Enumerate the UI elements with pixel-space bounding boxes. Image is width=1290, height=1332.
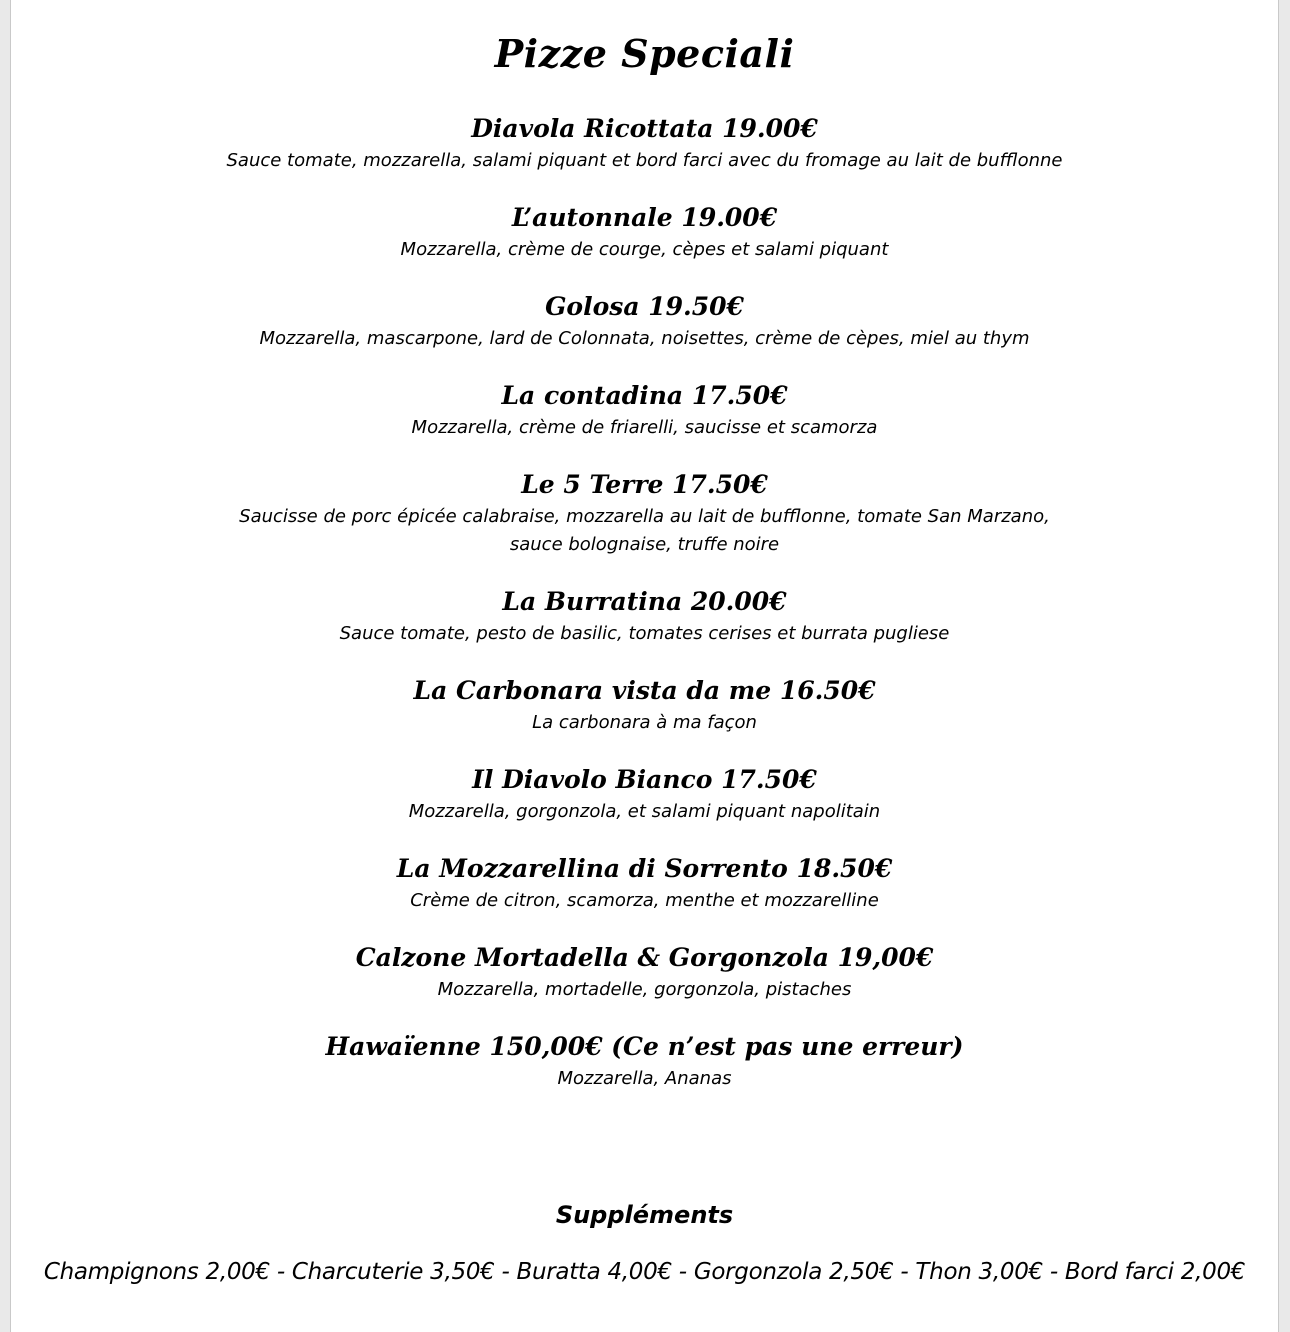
list-item xyxy=(11,1030,1278,1093)
item-description: Mozzarella, crème de friarelli, saucisse et scamorza xyxy=(411,417,878,438)
pizza-list xyxy=(11,112,1278,1119)
list-item xyxy=(11,941,1278,1004)
item-name: Golosa 19.50€ xyxy=(545,292,744,321)
item-name: Il Diavolo Bianco 17.50€ xyxy=(472,765,817,794)
menu-page xyxy=(10,0,1279,1332)
item-name: La Burratina 20.00€ xyxy=(502,587,787,616)
item-name: Le 5 Terre 17.50€ xyxy=(521,470,768,499)
list-item xyxy=(11,468,1278,559)
list-item xyxy=(11,674,1278,737)
item-name: Diavola Ricottata 19.00€ xyxy=(471,114,818,143)
supplements-heading: Suppléments xyxy=(555,1201,734,1229)
item-name: La contadina 17.50€ xyxy=(501,381,788,410)
list-item xyxy=(11,852,1278,915)
item-description: Mozzarella, gorgonzola, et salami piquant napolitain xyxy=(408,801,881,822)
item-description: Mozzarella, Ananas xyxy=(557,1068,732,1089)
list-item xyxy=(11,201,1278,264)
list-item xyxy=(11,763,1278,826)
item-description: Mozzarella, mascarpone, lard de Colonnata, noisettes, crème de cèpes, miel au thym xyxy=(259,328,1030,349)
item-description: Sauce tomate, pesto de basilic, tomates cerises et burrata pugliese xyxy=(339,623,950,644)
item-name: L’autonnale 19.00€ xyxy=(511,203,778,232)
item-description: Sauce tomate, mozzarella, salami piquant et bord farci avec du fromage au lait de bufflonne xyxy=(226,150,1063,171)
item-name: La Mozzarellina di Sorrento 18.50€ xyxy=(396,854,893,883)
list-item xyxy=(11,290,1278,353)
item-description: Crème de citron, scamorza, menthe et mozzarelline xyxy=(410,890,879,911)
page-title: Pizze Speciali xyxy=(494,31,795,76)
list-item xyxy=(11,585,1278,648)
item-description: Mozzarella, crème de courge, cèpes et salami piquant xyxy=(400,239,889,260)
item-name: Calzone Mortadella & Gorgonzola 19,00€ xyxy=(355,943,934,972)
item-name: Hawaïenne 150,00€ (Ce n’est pas une erreur) xyxy=(325,1032,964,1061)
item-name: La Carbonara vista da me 16.50€ xyxy=(413,676,876,705)
item-description: Mozzarella, mortadelle, gorgonzola, pistaches xyxy=(437,979,852,1000)
list-item xyxy=(11,379,1278,442)
item-description: La carbonara à ma façon xyxy=(532,712,757,733)
item-description: Saucisse de porc épicée calabraise, mozzarella au lait de bufflonne, tomate San Marzano, sauce bolognaise, truffe noire xyxy=(239,506,1050,555)
supplements-list: Champignons 2,00€ - Charcuterie 3,50€ - Buratta 4,00€ - Gorgonzola 2,50€ - Thon 3,00€ - Bord farci 2,00€ xyxy=(43,1259,1246,1285)
list-item xyxy=(11,112,1278,175)
